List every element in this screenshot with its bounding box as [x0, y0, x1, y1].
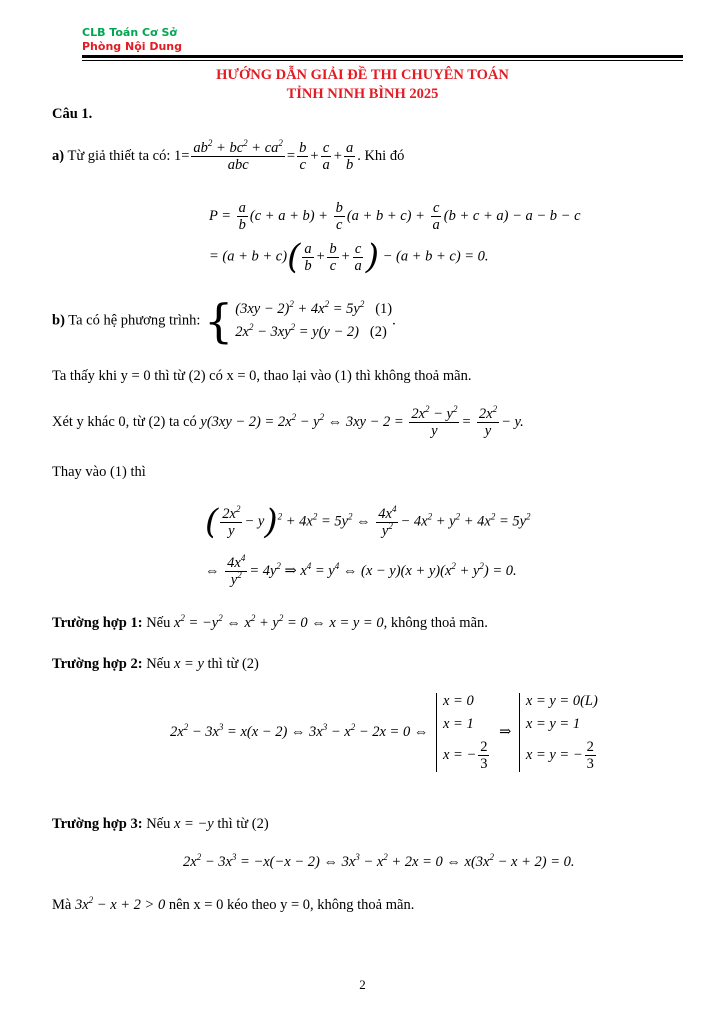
department-name: Phòng Nội Dung — [82, 40, 183, 53]
doc-subtitle: TỈNH NINH BÌNH 2025 — [286, 86, 439, 102]
solution-bracket-xy: x = y = 0(L) x = y = 1 x = y = − $\frac{2}{3}$ — [519, 693, 598, 772]
part-b-intro: b) Ta có hệ phương trình: { $(3xy - 2)^2 + 4x^2 = 5y^2$ (1) $2x^2 - 3xy^2 = y(y - 2)$ (2) . — [52, 294, 396, 348]
case-3: Trường hợp 3: Nếu x = −y thì từ (2) — [52, 816, 269, 832]
header-rule-thin — [82, 60, 683, 61]
eq-p-line2: = (a + b + c)( $\frac{a}{b}$ + $\frac{b}{c}$ + $\frac{c}{a}$ ) − (a + b + c) = 0. — [209, 237, 489, 277]
case-2: Trường hợp 2: Nếu x = y thì từ (2) — [52, 656, 259, 672]
paragraph-substitute: Thay vào (1) thì — [52, 464, 146, 480]
eq-substitute-line1: ( $\frac{2x^2}{y}$ − $y)^2 + 4x^2 = 5y^2$ ⇔ $\frac{4x^4}{y^2}$ − $4x^2 + y^2 + 4x^2 = 5y^2$ — [205, 502, 531, 542]
eq-derive: $y(3xy - 2) = 2x^2 - y^2$ ⇔ 3xy − 2 = $\frac{2x^2 - y^2}{y}$ = $\frac{2x^2}{y}$ − y. — [200, 404, 524, 439]
eq-case-2: $2x^2 - 3x^3 = x(x - 2)$ ⇔ $3x^3 - x^2 - 2x = 0$ ⇔ x = 0 x = 1 x = − $\frac{2}{3}$ ⇒ x = y = 0(L) x = y = 1 x = y = − $\frac{2}{3}$ — [170, 693, 598, 772]
eq-substitute-line2: ⇔ $\frac{4x^4}{y^2}$ = $4y^2$ ⇒ $x^4 = y^4$ ⇔ $(x - y)(x + y)(x^2 + y^2) = 0$. — [205, 553, 517, 588]
equation-system: { $(3xy - 2)^2 + 4x^2 = 5y^2$ (1) $2x^2 - 3xy^2 = y(y - 2)$ (2) — [204, 294, 393, 348]
case-1: Trường hợp 1: Nếu $x^2 = -y^2$ ⇔ $x^2 + y^2 = 0$ ⇔ x = y = 0, không thoả mãn. — [52, 613, 488, 631]
eq-p-line1: P = $\frac{a}{b}$ (c + a + b) + $\frac{b}{c}$ (a + b + c) + $\frac{c}{a}$ (b + c + a) − a − b − c — [209, 200, 581, 233]
page-number: 2 — [359, 977, 366, 992]
final-paragraph: Mà $3x^2 - x + 2 > 0$ nên x = 0 kéo theo y = 0, không thoả mãn. — [52, 895, 415, 913]
question-1-heading: Câu 1. — [52, 106, 93, 122]
eq-case-3: $2x^2 - 3x^3 = -x(-x - 2)$ ⇔ $3x^3 - x^2 + 2x = 0$ ⇔ $x(3x^2 - x + 2) = 0$. — [183, 852, 575, 870]
header-rule-thick — [82, 55, 683, 58]
solution-bracket-x: x = 0 x = 1 x = − $\frac{2}{3}$ — [436, 693, 492, 772]
part-a-intro: a) Từ giả thiết ta có: 1= $\frac{ab^2 + bc^2 + ca^2}{\text{abc}}$ = $\frac{b}{c}$ + $\frac{c}{a}$ + $\frac{a}{b}$ . Khi đó — [52, 138, 405, 173]
paragraph-y-zero: Ta thấy khi y = 0 thì từ (2) có x = 0, thao lại vào (1) thì không thoả mãn. — [52, 368, 472, 384]
club-name: CLB Toán Cơ Sở — [82, 26, 177, 39]
doc-title: HƯỚNG DẪN GIẢI ĐỀ THI CHUYÊN TOÁN — [216, 67, 509, 83]
eq-hypothesis: 1= $\frac{ab^2 + bc^2 + ca^2}{\text{abc}}$ = $\frac{b}{c}$ + $\frac{c}{a}$ + $\frac{a}{b}$ . — [173, 138, 365, 173]
paragraph-y-nonzero: Xét y khác 0, từ (2) ta có $y(3xy - 2) = 2x^2 - y^2$ ⇔ 3xy − 2 = $\frac{2x^2 - y^2}{y}$ = $\frac{2x^2}{y}$ − y. — [52, 404, 524, 439]
